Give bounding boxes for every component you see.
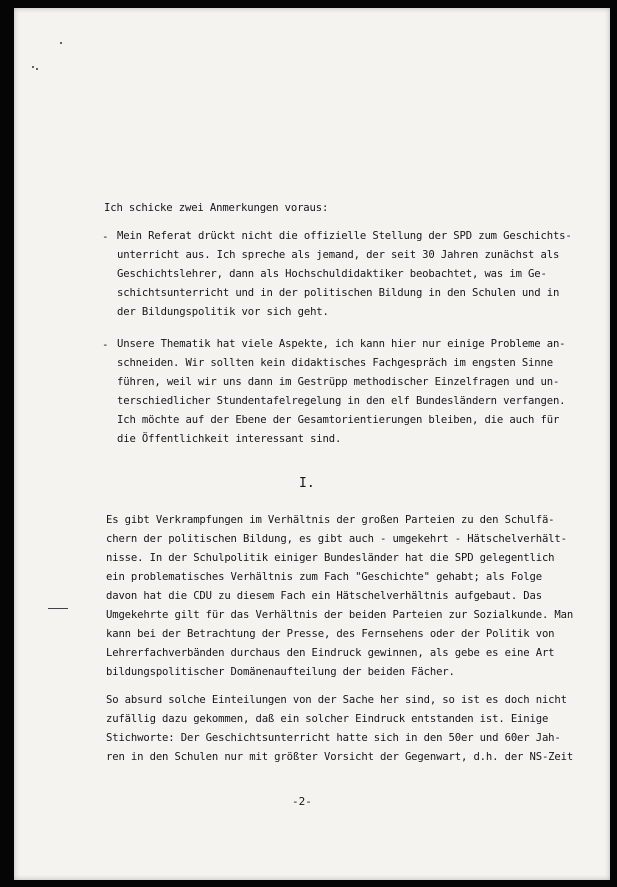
bullet-2-line-2: schneiden. Wir sollten kein didaktisches Fachgespräch im engsten Sinne <box>117 357 553 369</box>
paragraph-2-line: ren in den Schulen nur mit größter Vorsicht der Gegenwart, d.h. der NS-Zeit <box>106 751 574 763</box>
bullet-1-line-3: Geschichtslehrer, dann als Hochschuldidaktiker beobachtet, was im Ge- <box>117 268 547 280</box>
bullet-1-line-5: der Bildungspolitik vor sich geht. <box>117 306 329 318</box>
document-page <box>14 8 610 880</box>
bullet-2-line-1: Unsere Thematik hat viele Aspekte, ich kann hier nur einige Probleme an- <box>117 338 566 350</box>
paragraph-1-line: Es gibt Verkrampfungen im Verhältnis der großen Parteien zu den Schulfä- <box>106 514 555 526</box>
paragraph-1-line: nisse. In der Schulpolitik einiger Bundesländer hat die SPD gelegentlich <box>106 552 555 564</box>
paragraph-1-line: Umgekehrte gilt für das Verhältnis der beiden Parteien zur Sozialkunde. Man <box>106 609 574 621</box>
bullet-2-line-6: die Öffentlichkeit interessant sind. <box>117 433 342 445</box>
bullet-marker: - <box>102 338 109 351</box>
scan-speck <box>32 66 34 68</box>
bullet-1-line-1: Mein Referat drückt nicht die offizielle Stellung der SPD zum Geschichts- <box>117 230 572 242</box>
margin-mark <box>48 608 68 609</box>
scan-speck <box>36 68 38 70</box>
paragraph-2-line: So absurd solche Einteilungen von der Sache her sind, so ist es doch nicht <box>106 694 567 706</box>
bullet-1-line-4: schichtsunterricht und in der politischen Bildung in den Schulen und in <box>117 287 560 299</box>
paragraph-1-line: davon hat die CDU zu diesem Fach ein Hätschelverhältnis aufgebaut. Das <box>106 590 542 602</box>
bullet-2-line-3: führen, weil wir uns dann im Gestrüpp methodischer Einzelfragen und un- <box>117 376 560 388</box>
paragraph-1-line: Lehrerfachverbänden durchaus den Eindruck gewinnen, als gebe es eine Art <box>106 647 555 659</box>
page-number: -2- <box>292 795 312 808</box>
scan-speck <box>60 42 62 44</box>
paragraph-1-line: kann bei der Betrachtung der Presse, des Fernsehens oder der Politik von <box>106 628 555 640</box>
paragraph-2-line: Stichworte: Der Geschichtsunterricht hatte sich in den 50er und 60er Jah- <box>106 732 561 744</box>
paragraph-1-line: bildungspolitischer Domänenaufteilung der beiden Fächer. <box>106 666 455 678</box>
section-heading: I. <box>299 476 315 491</box>
bullet-marker: - <box>102 230 109 243</box>
intro-line: Ich schicke zwei Anmerkungen voraus: <box>104 202 329 214</box>
bullet-2-line-4: terschiedlicher Stundentafelregelung in den elf Bundesländern verfangen. <box>117 395 566 407</box>
paragraph-1-line: chern der politischen Bildung, es gibt auch - umgekehrt - Hätschelverhält- <box>106 533 567 545</box>
bullet-2-line-5: Ich möchte auf der Ebene der Gesamtorientierungen bleiben, die auch für <box>117 414 560 426</box>
bullet-1-line-2: unterricht aus. Ich spreche als jemand, der seit 30 Jahren zunächst als <box>117 249 560 261</box>
paragraph-1-line: ein problematisches Verhältnis zum Fach "Geschichte" gehabt; als Folge <box>106 571 542 583</box>
paragraph-2-line: zufällig dazu gekommen, daß ein solcher Eindruck entstanden ist. Einige <box>106 713 549 725</box>
